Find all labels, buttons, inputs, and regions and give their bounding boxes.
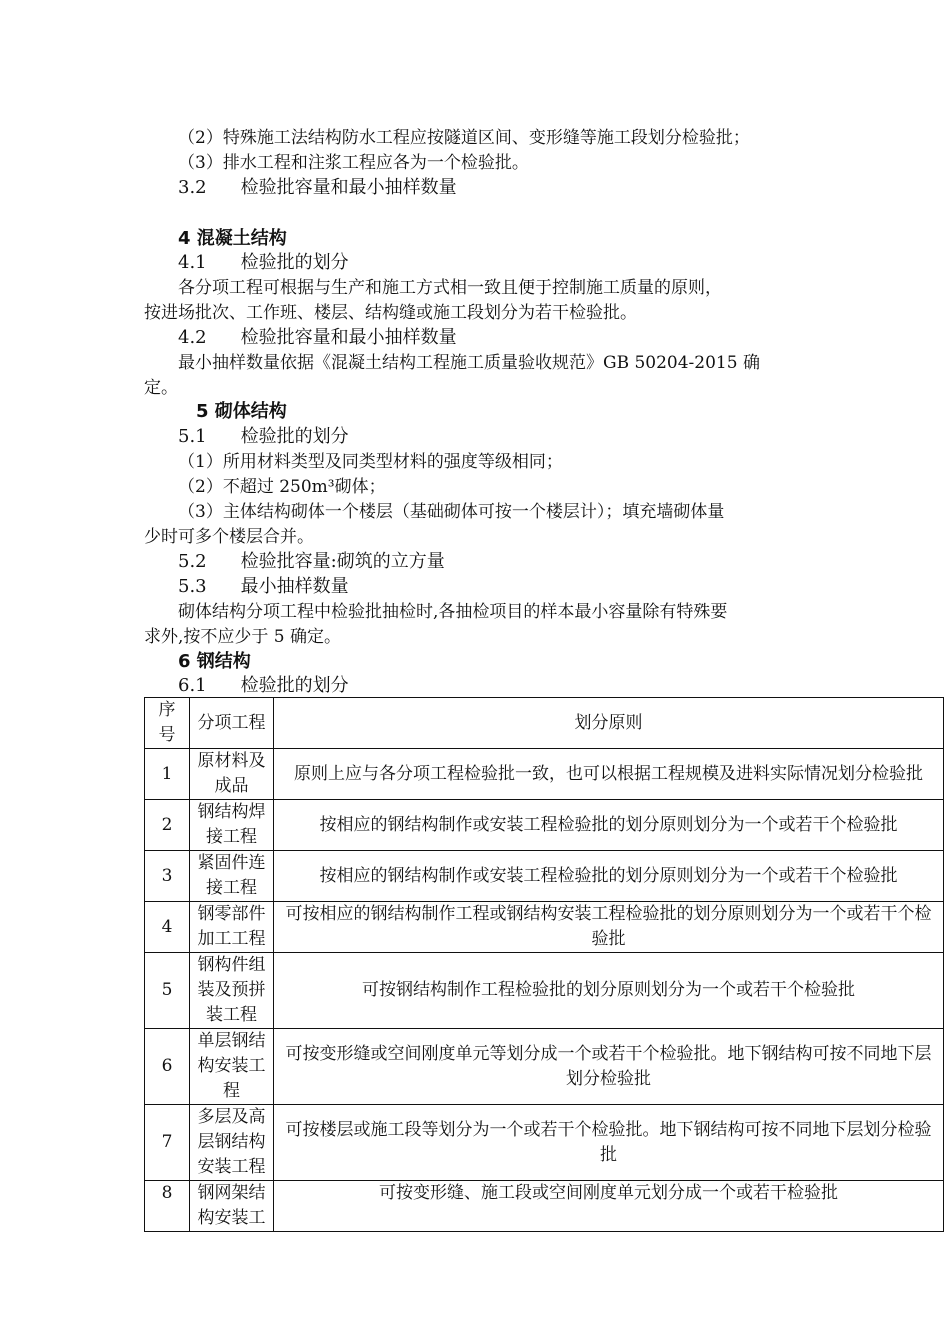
section-title: 检验批的划分 [240,252,349,273]
row-no: 7 [145,1105,190,1181]
row-no: 5 [145,953,190,1029]
subsection-4-2 [178,326,457,350]
heading-4: 4 混凝土结构 [178,228,287,249]
row-item: 多层及高层钢结构安装工程 [190,1105,274,1181]
row-item: 钢构件组装及预拼装工程 [190,953,274,1029]
table-row [145,851,944,902]
row-no: 8 [145,1181,190,1232]
paragraph-line: 按进场批次、工作班、楼层、结构缝或施工段划分为若干检验批。 [144,303,637,323]
inspection-batch-table [144,697,944,1232]
section-title: 检验批的划分 [240,675,349,696]
row-item: 紧固件连接工程 [190,851,274,902]
row-item: 钢网架结构安装工 [190,1181,274,1232]
row-item: 钢零部件加工工程 [190,902,274,953]
paragraph-line: （3）主体结构砌体一个楼层（基础砌体可按一个楼层计）；填充墙砌体量 [178,502,725,522]
section-title: 最小抽样数量 [240,576,349,597]
row-no: 6 [145,1029,190,1105]
text-line: （3）排水工程和注浆工程应各为一个检验批。 [178,153,529,173]
paragraph-line: 求外,按不应少于 5 确定。 [144,627,342,647]
section-number: 4.1 [178,252,207,273]
table-row [145,1029,944,1105]
table-header-row [145,698,944,749]
text-line: （2）特殊施工法结构防水工程应按隧道区间、变形缝等施工段划分检验批； [178,128,750,148]
row-principle: 可按钢结构制作工程检验批的划分原则划分为一个或若干个检验批 [274,953,944,1029]
section-number: 3.2 [178,177,207,198]
row-principle: 原则上应与各分项工程检验批一致，也可以根据工程规模及进料实际情况划分检验批 [274,749,944,800]
row-no: 3 [145,851,190,902]
paragraph-line: （1）所用材料类型及同类型材料的强度等级相同； [178,452,563,472]
header-item: 分项工程 [190,698,274,749]
section-title: 检验批容量和最小抽样数量 [240,177,457,198]
table-row [145,902,944,953]
section-title: 检验批容量和最小抽样数量 [240,327,457,348]
row-principle: 可按相应的钢结构制作工程或钢结构安装工程检验批的划分原则划分为一个或若干个检验批 [274,902,944,953]
row-item: 单层钢结构安装工程 [190,1029,274,1105]
row-principle: 按相应的钢结构制作或安装工程检验批的划分原则划分为一个或若干个检验批 [274,851,944,902]
paragraph-line: 少时可多个楼层合并。 [144,527,314,547]
table-row [145,800,944,851]
header-principle: 划分原则 [274,698,944,749]
table-row [145,749,944,800]
subsection-5-3 [178,575,349,599]
heading-5: 5 砌体结构 [196,401,287,422]
table-row [145,953,944,1029]
section-title: 检验批的划分 [240,426,349,447]
row-item: 钢结构焊接工程 [190,800,274,851]
row-principle: 可按楼层或施工段等划分为一个或若干个检验批。地下钢结构可按不同地下层划分检验批 [274,1105,944,1181]
row-principle: 可按变形缝、施工段或空间刚度单元划分成一个或若干检验批 [274,1181,944,1232]
row-no: 4 [145,902,190,953]
row-no: 1 [145,749,190,800]
subsection-6-1 [178,674,349,698]
row-principle: 可按变形缝或空间刚度单元等划分成一个或若干个检验批。地下钢结构可按不同地下层划分检验批 [274,1029,944,1105]
section-number: 4.2 [178,327,207,348]
row-principle: 按相应的钢结构制作或安装工程检验批的划分原则划分为一个或若干个检验批 [274,800,944,851]
heading-6: 6 钢结构 [178,651,251,672]
subsection-5-2 [178,550,445,574]
section-number: 5.3 [178,576,207,597]
row-no: 2 [145,800,190,851]
subsection-5-1 [178,425,349,449]
paragraph-line: 最小抽样数量依据《混凝土结构工程施工质量验收规范》GB 50204-2015 确 [178,353,760,373]
section-title: 检验批容量:砌筑的立方量 [240,551,445,572]
section-number: 5.1 [178,426,207,447]
table-row [145,1105,944,1181]
section-number: 5.2 [178,551,207,572]
paragraph-line: 各分项工程可根据与生产和施工方式相一致且便于控制施工质量的原则， [178,278,722,298]
paragraph-line: 砌体结构分项工程中检验批抽检时,各抽检项目的样本最小容量除有特殊要 [178,602,728,622]
section-number: 6.1 [178,675,207,696]
subsection-3-2 [178,176,457,200]
paragraph-line: 定。 [144,378,178,398]
subsection-4-1 [178,251,349,275]
row-item: 原材料及成品 [190,749,274,800]
table-row [145,1181,944,1232]
paragraph-line: （2）不超过 250m³砌体； [178,477,386,497]
header-no: 序号 [145,698,190,749]
